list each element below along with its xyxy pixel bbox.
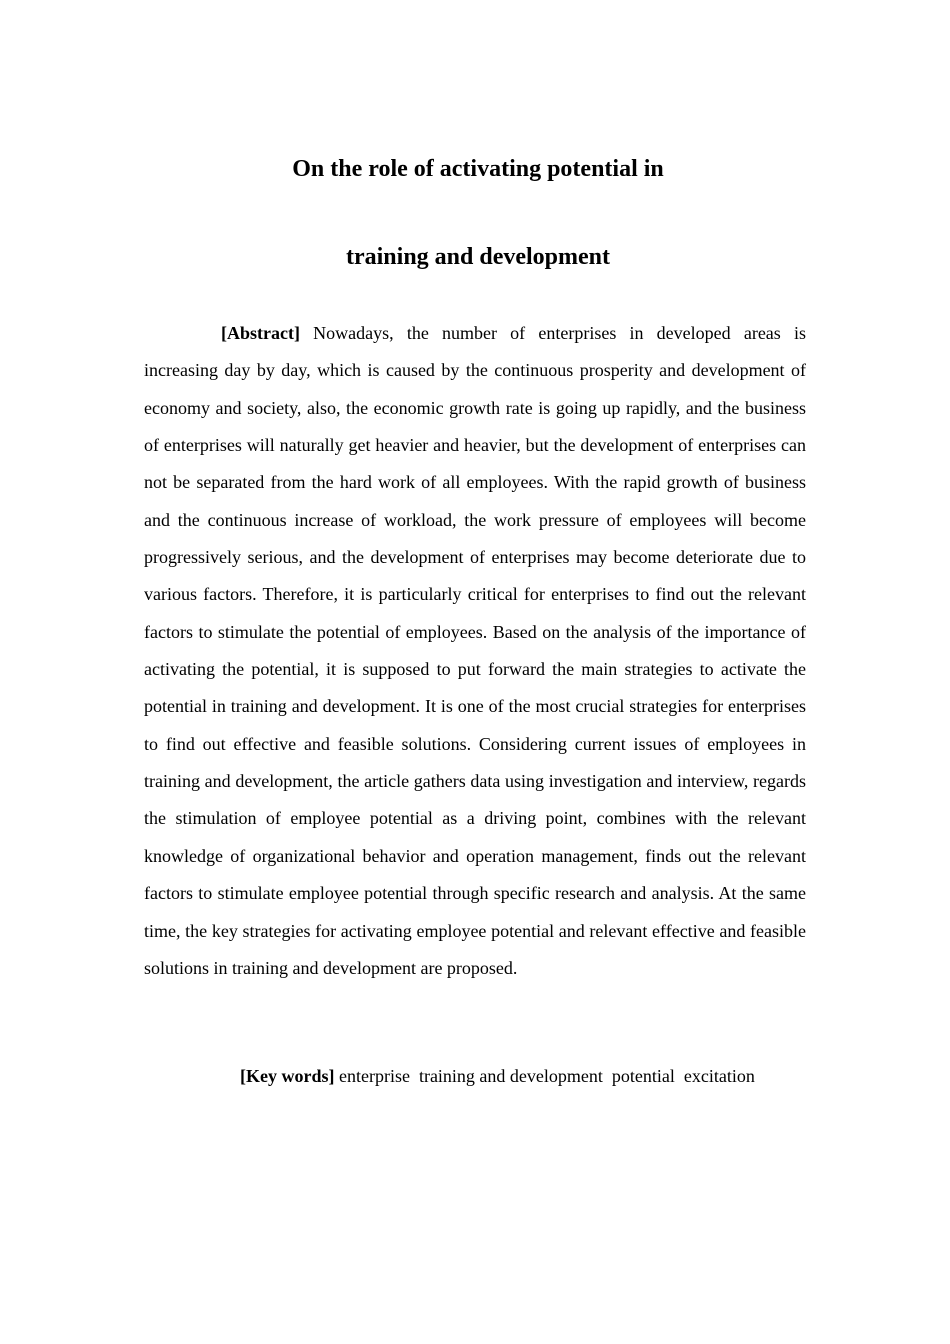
abstract-label: [Abstract] xyxy=(221,323,300,343)
abstract-text: Nowadays, the number of enterprises in developed areas is increasing day by day, which is caused by the continuous prosperity and development of economy and society, also, the economic growth rate is going up rapidly, and the business of enterprises will naturally get heavier and heavier, but the development of enterprises can not be separated from the hard work of all employees. With the rapid growth of business and the continuous increase of workload, the work pressure of employees will become progressively serious, and the development of enterprises may become deteriorate due to various factors. Therefore, it is particularly critical for enterprises to find out the relevant factors to stimulate the potential of employees. Based on the analysis of the importance of activating the potential, it is supposed to put forward the main strategies to activate the potential in training and development. It is one of the most crucial strategies for enterprises to find out effective and feasible solutions. Considering current issues of employees in training and development, the article gathers data using investigation and interview, regards the stimulation of employee potential as a driving point, combines with the relevant knowledge of organizational behavior and operation management, finds out the relevant factors to stimulate employee potential through specific research and analysis. At the same time, the key strategies for activating employee potential and relevant effective and feasible solutions in training and development are proposed. xyxy=(144,323,806,978)
keywords-label: [Key words] xyxy=(240,1066,335,1086)
keywords-paragraph xyxy=(240,1058,840,1095)
abstract-paragraph xyxy=(144,315,806,987)
keywords-text: enterprise training and development potential excitation xyxy=(338,1066,755,1086)
title-line-1: On the role of activating potential in xyxy=(292,156,664,182)
title-line-2: training and development xyxy=(345,244,611,270)
